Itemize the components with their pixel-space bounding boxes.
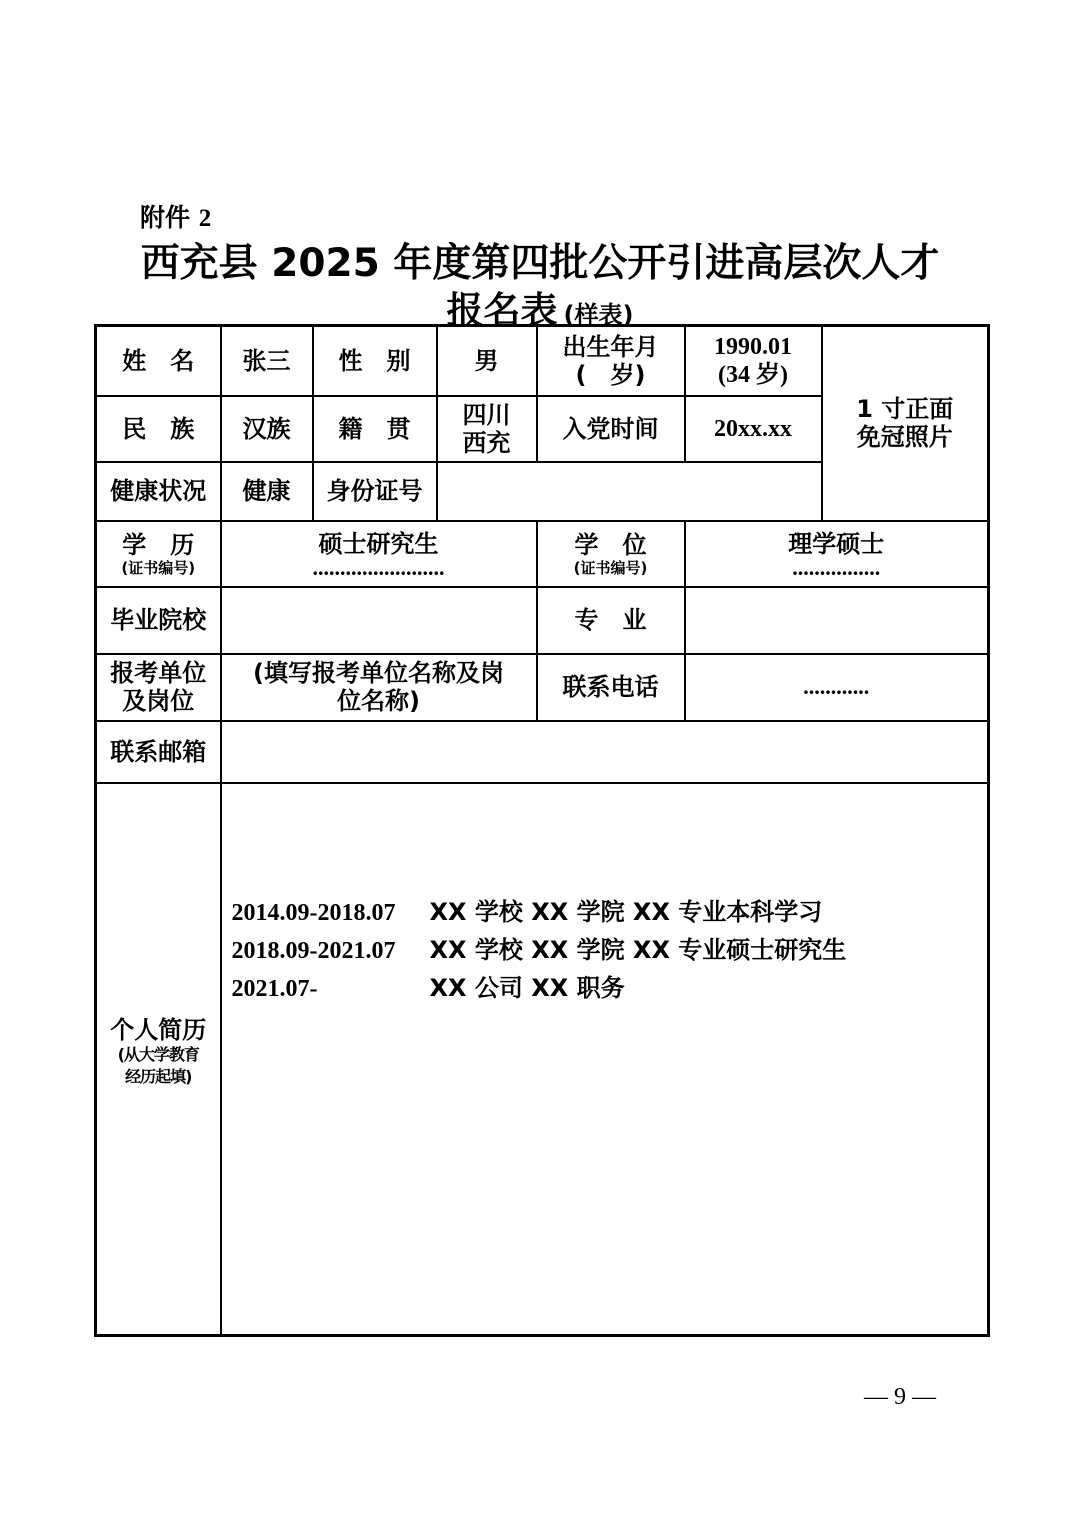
school-value[interactable]	[221, 587, 537, 654]
education-text: 硕士研究生	[318, 529, 439, 558]
degree-label-text: 学 位	[574, 530, 647, 559]
resume-note-line2: 经历起填)	[125, 1066, 192, 1086]
birth-value[interactable]	[685, 326, 822, 396]
ethnicity-label: 民 族	[96, 396, 221, 462]
apply-label-line2: 及岗位	[122, 687, 195, 715]
education-cert-number: ........................	[312, 554, 445, 580]
major-label: 专 业	[537, 587, 685, 654]
degree-value[interactable]	[685, 521, 989, 587]
sample-note: (样表)	[563, 301, 634, 329]
birth-date: 1990.01	[714, 333, 792, 360]
apply-unit-label	[96, 654, 221, 721]
row-basic-info	[96, 326, 989, 396]
email-label: 联系邮箱	[96, 721, 221, 783]
birth-label	[537, 326, 685, 396]
resume-entry	[232, 932, 988, 970]
attachment-text: 附件	[140, 203, 191, 232]
ethnicity-value[interactable]: 汉族	[221, 396, 313, 462]
email-value[interactable]	[221, 721, 989, 783]
degree-label	[537, 521, 685, 587]
apply-label-line1: 报考单位	[110, 659, 207, 687]
health-label: 健康状况	[96, 462, 221, 521]
phone-number: ............	[803, 674, 870, 699]
resume-description: XX 学校 XX 学院 XX 专业本科学习	[429, 897, 823, 926]
row-email	[96, 721, 989, 783]
photo-box[interactable]	[822, 326, 989, 521]
id-number-label: 身份证号	[313, 462, 437, 521]
row-application	[96, 654, 989, 721]
page-title: 西充县 2025 年度第四批公开引进高层次人才	[140, 241, 940, 286]
resume-period: 2014.09-2018.07	[231, 899, 396, 926]
resume-entry	[232, 970, 988, 1008]
phone-label: 联系电话	[537, 654, 685, 721]
resume-description: XX 学校 XX 学院 XX 专业硕士研究生	[429, 935, 847, 964]
education-label-text: 学 历	[122, 530, 195, 559]
degree-cert-note: (证书编号)	[573, 558, 648, 577]
resume-description: XX 公司 XX 职务	[429, 973, 625, 1002]
age: (34 岁)	[718, 361, 788, 388]
party-join-label: 入党时间	[537, 396, 685, 462]
native-place-value[interactable]	[437, 396, 537, 462]
resume-note-line1: (从大学教育	[117, 1044, 199, 1064]
school-label: 毕业院校	[96, 587, 221, 654]
id-number-value[interactable]	[437, 462, 822, 521]
education-label	[96, 521, 221, 587]
name-label: 姓 名	[96, 326, 221, 396]
party-join-value[interactable]: 20xx.xx	[685, 396, 822, 462]
gender-label: 性 别	[313, 326, 437, 396]
photo-hint-line2: 免冠照片	[856, 423, 953, 452]
apply-unit-value[interactable]	[221, 654, 537, 721]
native-place-label: 籍 贯	[313, 396, 437, 462]
degree-cert-number: ................	[792, 554, 881, 580]
resume-label	[96, 783, 221, 1336]
form-title: 报名表	[446, 289, 558, 332]
native-province: 四川	[462, 400, 511, 429]
name-value[interactable]: 张三	[221, 326, 313, 396]
page-number: — 9 —	[864, 1384, 936, 1410]
apply-value-line2: 位名称)	[337, 687, 420, 715]
row-resume	[96, 783, 989, 1336]
resume-period: 2018.09-2021.07	[231, 937, 396, 964]
resume-content[interactable]	[221, 783, 989, 1336]
health-value[interactable]: 健康	[221, 462, 313, 521]
resume-period: 2021.07-	[231, 975, 318, 1002]
apply-value-line1: (填写报考单位名称及岗	[253, 659, 504, 687]
attachment-label	[140, 198, 211, 234]
birth-label-line2: ( 岁)	[575, 360, 646, 389]
birth-label-line1: 出生年月	[562, 332, 659, 361]
resume-label-text: 个人简历	[110, 1015, 207, 1044]
photo-hint-line1: 1 寸正面	[856, 395, 954, 424]
resume-entry	[232, 894, 988, 932]
education-value[interactable]	[221, 521, 537, 587]
attachment-number: 2	[198, 205, 212, 232]
registration-form	[94, 324, 990, 1337]
gender-value[interactable]: 男	[437, 326, 537, 396]
row-school	[96, 587, 989, 654]
native-county: 西充	[462, 428, 511, 457]
degree-text: 理学硕士	[788, 529, 885, 558]
phone-value[interactable]	[685, 654, 989, 721]
education-cert-note: (证书编号)	[121, 558, 196, 577]
row-education	[96, 521, 989, 587]
major-value[interactable]	[685, 587, 989, 654]
